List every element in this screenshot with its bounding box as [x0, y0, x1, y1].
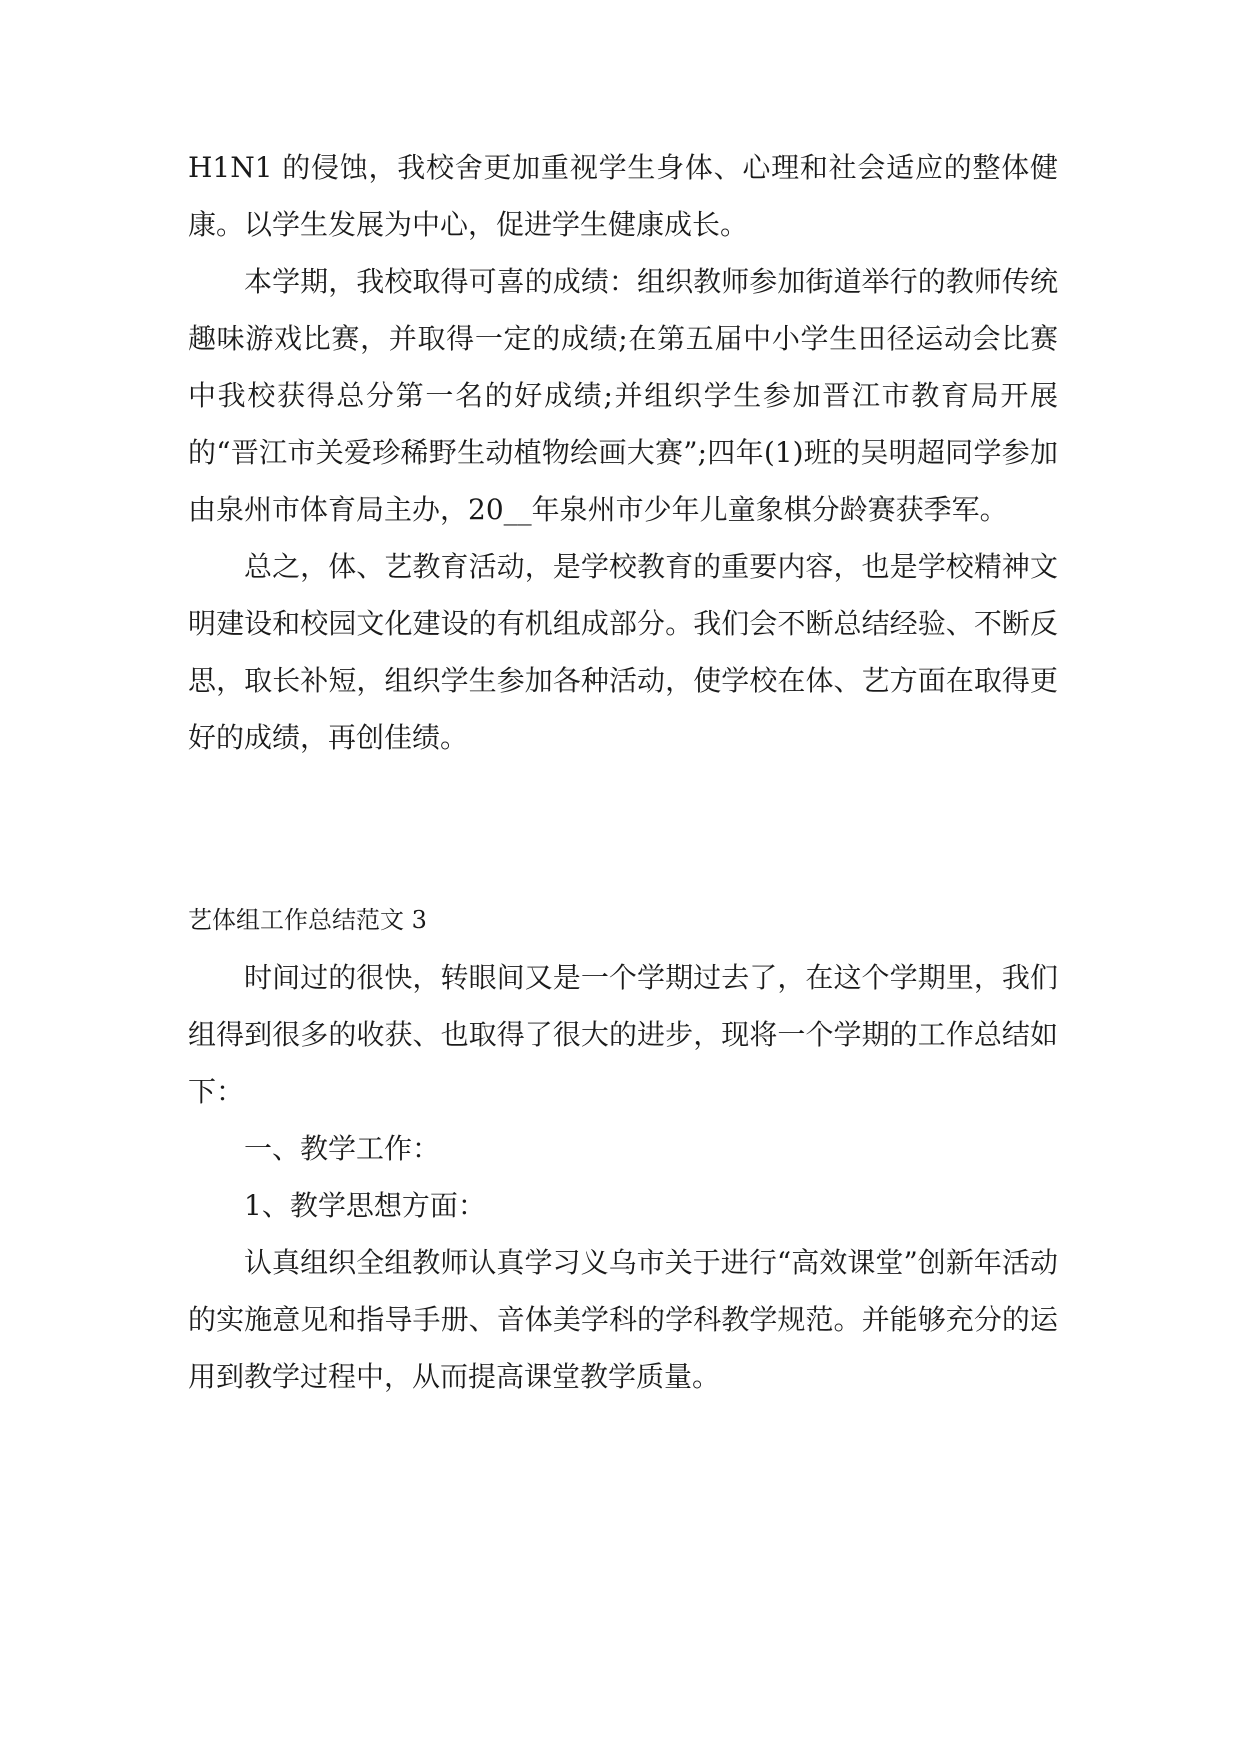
paragraph: 认真组织全组教师认真学习义乌市关于进行“高效课堂”创新年活动的实施意见和指导手册、音体美学科的学科教学规范。并能够充分的运用到教学过程中，从而提高课堂教学质量。	[188, 1246, 1058, 1393]
paragraph: H1N1 的侵蚀，我校舍更加重视学生身体、心理和社会适应的整体健康。以学生发展为中心，促进学生健康成长。	[188, 151, 1058, 241]
paragraph: 时间过的很快，转眼间又是一个学期过去了，在这个学期里，我们组得到很多的收获、也取得了很大的进步，现将一个学期的工作总结如下：	[188, 961, 1058, 1108]
paragraph: 本学期，我校取得可喜的成绩：组织教师参加街道举行的教师传统趣味游戏比赛，并取得一定的成绩;在第五届中小学生田径运动会比赛中我校获得总分第一名的好成绩;并组织学生参加晋江市教育局开展的“晋江市关爱珍稀野生动植物绘画大赛”;四年(1)班的吴明超同学参加由泉州市体育局主办，20__年泉州市少年儿童象棋分龄赛获季军。	[188, 265, 1058, 526]
text-block-2	[188, 892, 1058, 1405]
text-block-1	[188, 139, 1058, 766]
paragraph: 1、教学思想方面：	[244, 1189, 486, 1222]
section-heading: 艺体组工作总结范文 3	[188, 906, 427, 934]
paragraph: 一、教学工作：	[244, 1132, 441, 1165]
paragraph: 总之，体、艺教育活动，是学校教育的重要内容，也是学校精神文明建设和校园文化建设的有机组成部分。我们会不断总结经验、不断反思，取长补短，组织学生参加各种活动，使学校在体、艺方面在取得更好的成绩，再创佳绩。	[188, 550, 1058, 754]
